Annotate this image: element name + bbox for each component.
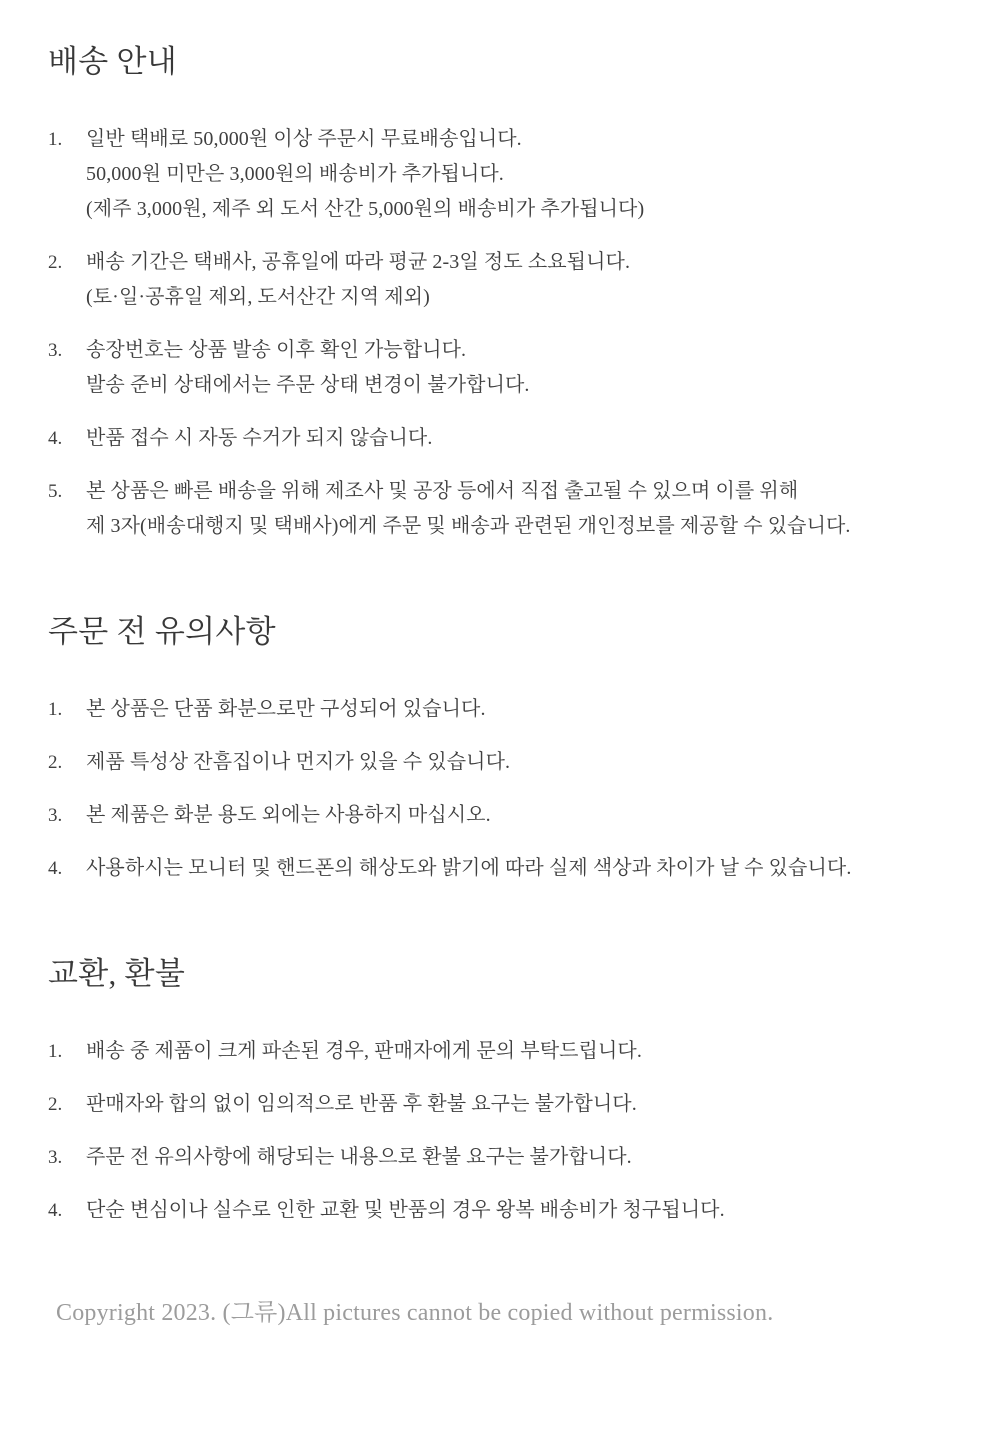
list-item: [48, 421, 952, 456]
list-item: [48, 851, 952, 886]
item-text: [86, 421, 952, 456]
list-item: [48, 1087, 952, 1122]
item-text-line: 배송 기간은 택배사, 공휴일에 따라 평균 2-3일 정도 소요됩니다.: [86, 251, 631, 273]
sections-container: [48, 42, 952, 1228]
item-text-line: 배송 중 제품이 크게 파손된 경우, 판매자에게 문의 부탁드립니다.: [86, 1040, 642, 1062]
item-text-line: 제품 특성상 잔흠집이나 먼지가 있을 수 있습니다.: [86, 751, 511, 773]
list-item: [48, 333, 952, 403]
item-text-line: 판매자와 합의 없이 임의적으로 반품 후 환불 요구는 불가합니다.: [86, 1093, 637, 1115]
item-number: 5.: [48, 481, 63, 502]
list-item: [48, 692, 952, 727]
item-text: [86, 1034, 952, 1069]
section: [48, 42, 952, 544]
list-item: [48, 245, 952, 315]
item-text: [86, 245, 952, 315]
section: [48, 612, 952, 886]
list-item: [48, 1034, 952, 1069]
list-item: [48, 745, 952, 780]
item-text: [86, 122, 952, 227]
item-text: [86, 474, 952, 544]
item-text-line: 50,000원 미만은 3,000원의 배송비가 추가됩니다.: [86, 163, 504, 185]
item-number: 3.: [48, 1147, 63, 1168]
item-text-line: 본 제품은 화분 용도 외에는 사용하지 마십시오.: [86, 804, 491, 826]
list-item: [48, 474, 952, 544]
section-title: 교환, 환불: [48, 956, 186, 991]
section-item-list: [48, 692, 952, 886]
section-item-list: [48, 1034, 952, 1228]
item-text-line: 일반 택배로 50,000원 이상 주문시 무료배송입니다.: [86, 128, 522, 150]
item-text-line: 제 3자(배송대행지 및 택배사)에게 주문 및 배송과 관련된 개인정보를 제공할 수 있습니다.: [86, 515, 851, 537]
section-item-list: [48, 122, 952, 544]
item-text: [86, 851, 952, 886]
item-text: [86, 745, 952, 780]
item-text-line: 사용하시는 모니터 및 핸드폰의 해상도와 밝기에 따라 실제 색상과 차이가 날 수 있습니다.: [86, 857, 852, 879]
item-text-line: 본 상품은 단품 화분으로만 구성되어 있습니다.: [86, 698, 486, 720]
item-number: 1.: [48, 699, 63, 720]
list-item: [48, 1140, 952, 1175]
item-number: 3.: [48, 805, 63, 826]
item-number: 4.: [48, 1200, 63, 1221]
item-number: 4.: [48, 858, 63, 879]
section: [48, 954, 952, 1228]
section-title: 주문 전 유의사항: [48, 614, 276, 649]
item-number: 1.: [48, 1041, 63, 1062]
item-text: [86, 798, 952, 833]
item-number: 1.: [48, 129, 63, 150]
item-text-line: 송장번호는 상품 발송 이후 확인 가능합니다.: [86, 339, 467, 361]
item-number: 2.: [48, 1094, 63, 1115]
copyright-text: Copyright 2023. (그류)All pictures cannot be copied without permission.: [56, 1300, 774, 1326]
item-text: [86, 1087, 952, 1122]
item-number: 3.: [48, 340, 63, 361]
item-text: [86, 692, 952, 727]
item-text-line: (제주 3,000원, 제주 외 도서 산간 5,000원의 배송비가 추가됩니다): [86, 198, 645, 220]
list-item: [48, 1193, 952, 1228]
item-number: 2.: [48, 752, 63, 773]
item-text: [86, 1193, 952, 1228]
item-text-line: 발송 준비 상태에서는 주문 상태 변경이 불가합니다.: [86, 374, 530, 396]
section-title: 배송 안내: [48, 44, 178, 79]
item-number: 4.: [48, 428, 63, 449]
item-text-line: 반품 접수 시 자동 수거가 되지 않습니다.: [86, 427, 433, 449]
item-text-line: 주문 전 유의사항에 해당되는 내용으로 환불 요구는 불가합니다.: [86, 1146, 632, 1168]
item-text-line: 단순 변심이나 실수로 인한 교환 및 반품의 경우 왕복 배송비가 청구됩니다.: [86, 1199, 725, 1221]
item-text-line: 본 상품은 빠른 배송을 위해 제조사 및 공장 등에서 직접 출고될 수 있으며 이를 위해: [86, 480, 799, 502]
item-number: 2.: [48, 252, 63, 273]
item-text: [86, 1140, 952, 1175]
item-text-line: (토·일·공휴일 제외, 도서산간 지역 제외): [86, 286, 430, 308]
page-footer: [48, 1296, 952, 1330]
item-text: [86, 333, 952, 403]
list-item: [48, 122, 952, 227]
list-item: [48, 798, 952, 833]
